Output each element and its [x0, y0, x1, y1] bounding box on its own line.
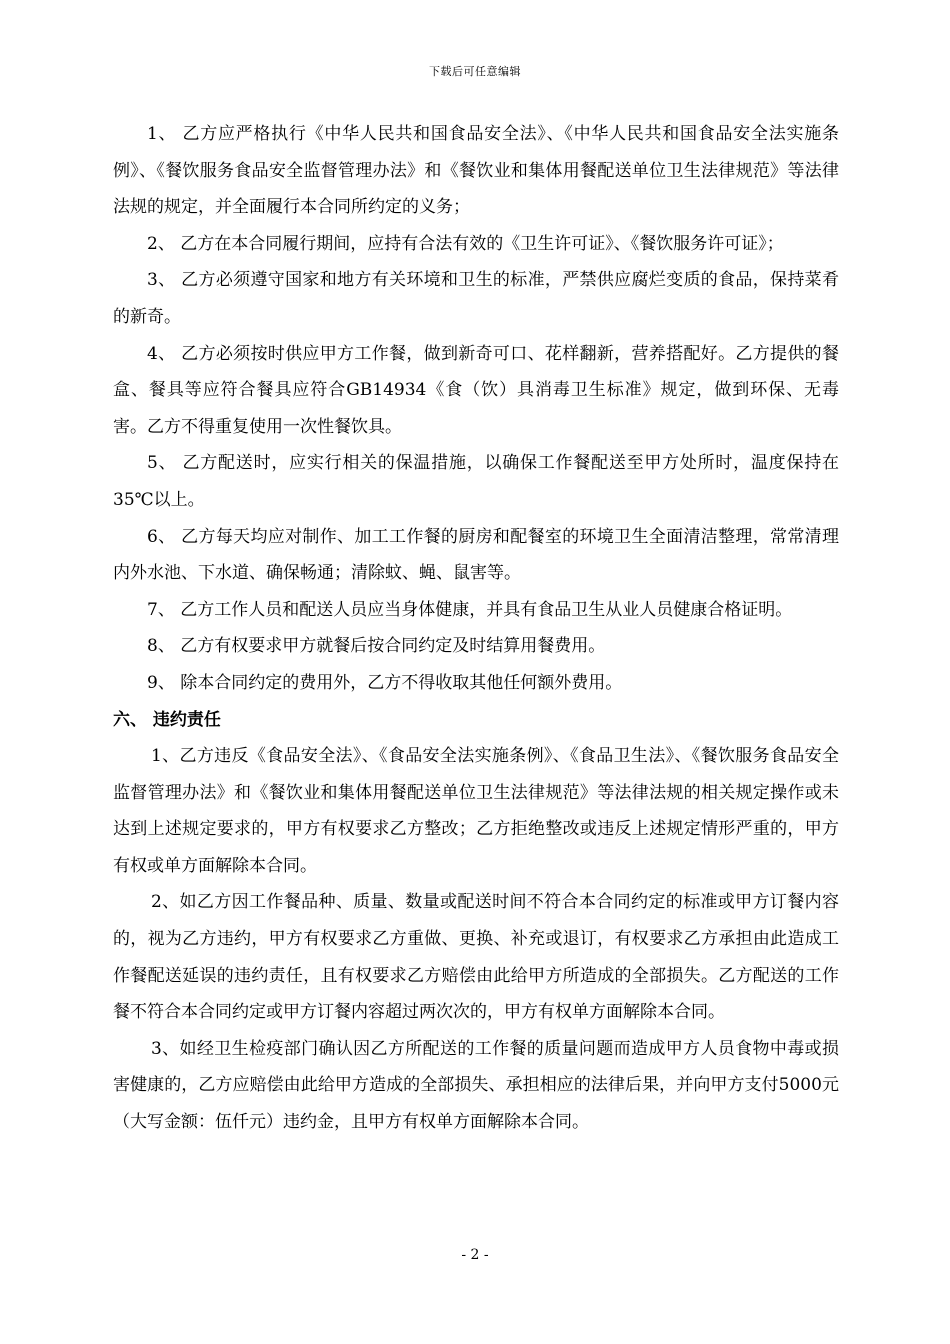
- obligation-clause-3: 3、 乙方必须遵守国家和地方有关环境和卫生的标准，严禁供应腐烂变质的食品，保持菜肴的新奇。: [113, 270, 839, 327]
- obligation-clause-8: 8、 乙方有权要求甲方就餐后按合同约定及时结算用餐费用。: [147, 636, 606, 657]
- obligation-clause-6: 6、 乙方每天均应对制作、加工工作餐的厨房和配餐室的环境卫生全面清洁整理，常常清理内外水池、下水道、确保畅通；清除蚊、蝇、鼠害等。: [113, 526, 839, 584]
- header-note: 下载后可任意编辑: [429, 65, 521, 78]
- obligation-clause-1: 1、 乙方应严格执行《中华人民共和国食品安全法》、《中华人民共和国食品安全法实施条例》、《餐饮服务食品安全监督管理办法》和《餐饮业和集体用餐配送单位卫生法律规范》等法律法规的规定，并全面履行本合同所约定的义务；: [113, 124, 839, 218]
- breach-clause-2: 2、如乙方因工作餐品种、质量、数量或配送时间不符合本合同约定的标准或甲方订餐内容的，视为乙方违约，甲方有权要求乙方重做、更换、补充或退订，有权要求乙方承担由此造成工作餐配送延误的违约责任，且有权要求乙方赔偿由此给甲方所造成的全部损失。乙方配送的工作餐不符合本合同约定或甲方订餐内容超过两次次的，甲方有权单方面解除本合同。: [113, 892, 839, 1023]
- page-number: - 2 -: [461, 1247, 489, 1263]
- obligation-clause-5: 5、 乙方配送时，应实行相关的保温措施，以确保工作餐配送至甲方处所时，温度保持在35℃以上。: [113, 453, 839, 510]
- section-title-breach-liability: 六、 违约责任: [113, 709, 221, 730]
- obligation-clause-7: 7、 乙方工作人员和配送人员应当身体健康，并具有食品卫生从业人员健康合格证明。: [147, 599, 793, 620]
- obligation-clause-4: 4、 乙方必须按时供应甲方工作餐，做到新奇可口、花样翻新，营养搭配好。乙方提供的餐盒、餐具等应符合餐具应符合GB14934《食（饮）具消毒卫生标准》规定，做到环保、无毒害。乙方不得重复使用一次性餐饮具。: [113, 343, 839, 437]
- breach-clause-1: 1、乙方违反《食品安全法》、《食品安全法实施条例》、《食品卫生法》、《餐饮服务食品安全监督管理办法》和《餐饮业和集体用餐配送单位卫生法律规范》等法律法规的相关规定操作或未达到上述规定要求的，甲方有权要求乙方整改；乙方拒绝整改或违反上述规定情形严重的，甲方有权或单方面解除本合同。: [113, 746, 839, 876]
- obligation-clause-2: 2、 乙方在本合同履行期间，应持有合法有效的《卫生许可证》、《餐饮服务许可证》；: [147, 233, 784, 254]
- breach-clause-3: 3、如经卫生检疫部门确认因乙方所配送的工作餐的质量问题而造成甲方人员食物中毒或损害健康的，乙方应赔偿由此给甲方造成的全部损失、承担相应的法律后果，并向甲方支付5000元（大写金额：伍仟元）违约金，且甲方有权单方面解除本合同。: [113, 1038, 839, 1133]
- obligation-clause-9: 9、 除本合同约定的费用外，乙方不得收取其他任何额外费用。: [147, 672, 623, 693]
- document-body: [113, 116, 839, 1141]
